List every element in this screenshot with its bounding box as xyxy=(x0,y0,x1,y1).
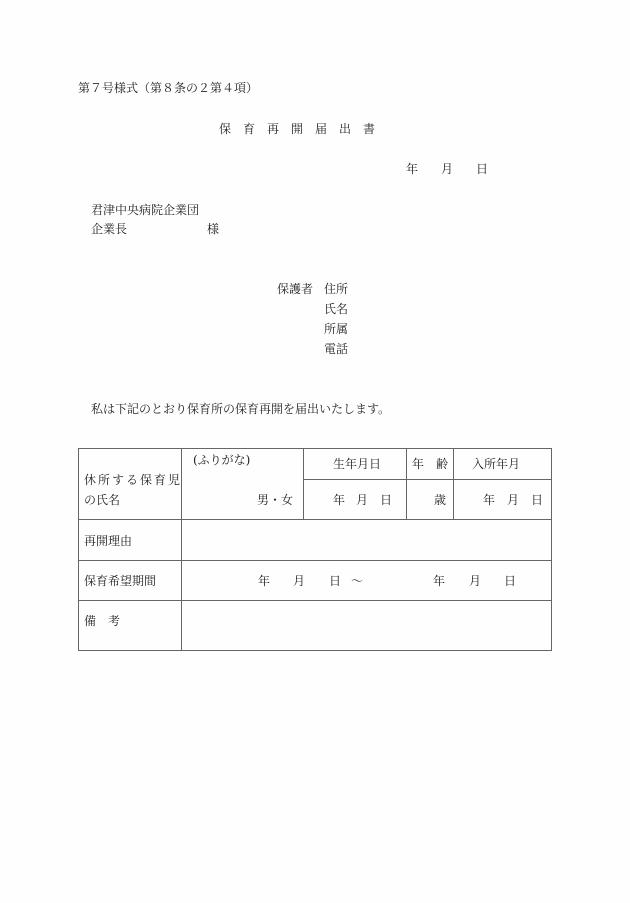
table-border-top xyxy=(78,448,552,449)
period-end-day-unit: 日 xyxy=(504,574,517,588)
birthdate-header: 生年月日 xyxy=(333,457,382,471)
period-end-month-unit: 月 xyxy=(469,574,482,588)
period-separator: ～ xyxy=(351,574,364,588)
guardian-label: 保護者 xyxy=(277,282,314,296)
title-char: 書 xyxy=(363,122,376,136)
reason-field[interactable] xyxy=(182,520,551,560)
statement-text: 私は下記のとおり保育所の保育再開を届出いたします。 xyxy=(91,402,391,416)
age-header: 年 齢 xyxy=(412,457,449,471)
table-border-right xyxy=(551,448,552,651)
furigana-label: (ふりがな) xyxy=(193,453,251,467)
enrollment-header: 入所年月 xyxy=(472,457,521,471)
birthdate-day-unit: 日 xyxy=(380,493,393,507)
age-field[interactable] xyxy=(407,480,453,519)
table-border-bottom xyxy=(78,650,552,651)
child-name-label-line1: 休所する保育児 xyxy=(84,473,183,487)
form-number: 第７号様式（第８条の２第４項） xyxy=(78,81,259,95)
age-unit: 歳 xyxy=(434,493,447,507)
date-day-label: 日 xyxy=(476,162,489,176)
title-char: 育 xyxy=(243,122,256,136)
remarks-label: 備 考 xyxy=(84,614,121,628)
period-start-day-unit: 日 xyxy=(329,574,342,588)
guardian-name-label: 氏名 xyxy=(324,302,349,316)
date-year-label: 年 xyxy=(406,162,419,176)
enrollment-year-unit: 年 xyxy=(483,493,496,507)
period-start-month-unit: 月 xyxy=(293,574,306,588)
enrollment-day-unit: 日 xyxy=(531,493,544,507)
guardian-affiliation-label: 所属 xyxy=(324,322,349,336)
table-border-left xyxy=(78,448,79,651)
addressee-organization: 君津中央病院企業団 xyxy=(91,203,200,217)
birthdate-month-unit: 月 xyxy=(356,493,369,507)
guardian-address-label: 住所 xyxy=(324,282,349,296)
reason-label: 再開理由 xyxy=(84,534,133,548)
guardian-phone-label: 電話 xyxy=(324,342,349,356)
addressee-position: 企業長 xyxy=(91,222,128,236)
title-char: 保 xyxy=(219,122,232,136)
title-char: 再 xyxy=(267,122,280,136)
period-field[interactable] xyxy=(182,561,551,600)
birthdate-year-unit: 年 xyxy=(333,493,346,507)
title-char: 出 xyxy=(339,122,352,136)
child-name-label-line2: の氏名 xyxy=(84,493,121,507)
period-label: 保育希望期間 xyxy=(84,574,157,588)
title-char: 届 xyxy=(315,122,328,136)
gender-options[interactable]: 男・女 xyxy=(257,493,294,507)
date-month-label: 月 xyxy=(441,162,454,176)
period-start-year-unit: 年 xyxy=(258,574,271,588)
period-end-year-unit: 年 xyxy=(433,574,446,588)
enrollment-month-unit: 月 xyxy=(507,493,520,507)
title-char: 開 xyxy=(291,122,304,136)
remarks-field[interactable] xyxy=(182,601,551,650)
addressee-honorific: 様 xyxy=(207,222,220,236)
